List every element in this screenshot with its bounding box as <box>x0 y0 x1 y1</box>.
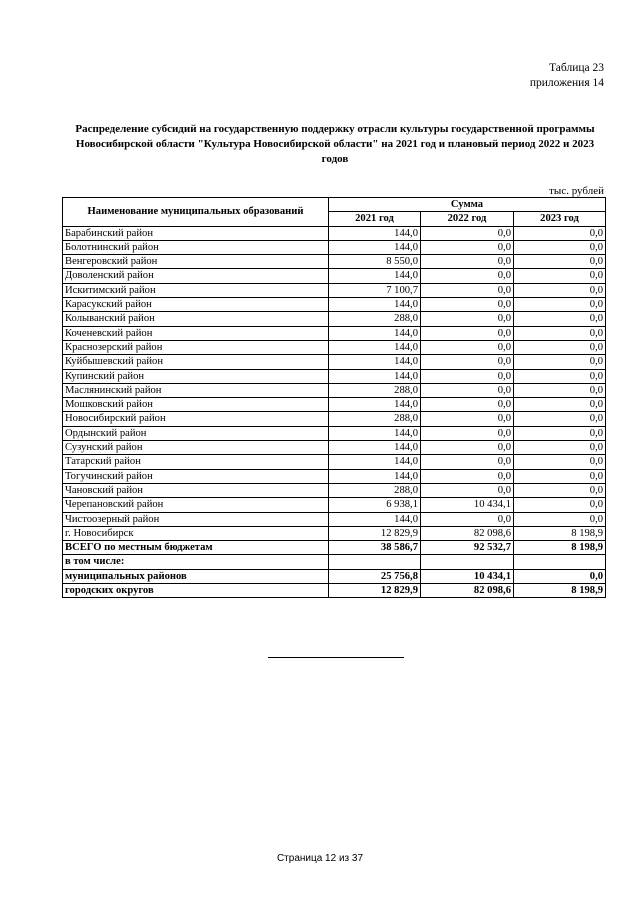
value-2021: 144,0 <box>329 326 421 340</box>
value-2021: 6 938,1 <box>329 498 421 512</box>
units-label: тыс. рублей <box>549 185 604 197</box>
row-name: ВСЕГО по местным бюджетам <box>63 541 329 555</box>
value-2022: 0,0 <box>421 340 514 354</box>
value-2022: 0,0 <box>421 483 514 497</box>
value-2021: 144,0 <box>329 455 421 469</box>
appendix-number: приложения 14 <box>529 77 604 89</box>
row-name: Колыванский район <box>63 312 329 326</box>
subsidy-table <box>62 197 606 598</box>
value-2023: 0,0 <box>514 226 606 240</box>
value-2022: 0,0 <box>421 355 514 369</box>
value-2021: 144,0 <box>329 298 421 312</box>
row-name: Ордынский район <box>63 426 329 440</box>
municipal-districts-row <box>63 569 606 583</box>
value-2023: 0,0 <box>514 569 606 583</box>
value-2021: 288,0 <box>329 483 421 497</box>
value-2023: 0,0 <box>514 340 606 354</box>
row-name: городских округов <box>63 584 329 598</box>
value-2022: 0,0 <box>421 441 514 455</box>
value-2023: 0,0 <box>514 483 606 497</box>
value-2021: 38 586,7 <box>329 541 421 555</box>
table-reference <box>530 61 604 91</box>
value-2022: 0,0 <box>421 326 514 340</box>
table-row <box>63 269 606 283</box>
table-row <box>63 398 606 412</box>
value-2023: 8 198,9 <box>514 526 606 540</box>
value-2022: 10 434,1 <box>421 498 514 512</box>
table-row <box>63 498 606 512</box>
row-name: Доволенский район <box>63 269 329 283</box>
value-2022: 0,0 <box>421 226 514 240</box>
table-row <box>63 255 606 269</box>
value-2021: 12 829,9 <box>329 584 421 598</box>
value-2021: 144,0 <box>329 398 421 412</box>
value-2022: 92 532,7 <box>421 541 514 555</box>
value-2022: 0,0 <box>421 298 514 312</box>
value-2023: 0,0 <box>514 455 606 469</box>
value-2021: 8 550,0 <box>329 255 421 269</box>
empty-cell <box>514 555 606 569</box>
value-2022: 0,0 <box>421 383 514 397</box>
value-2021: 144,0 <box>329 226 421 240</box>
row-name: Коченевский район <box>63 326 329 340</box>
column-header-2022: 2022 год <box>421 212 514 226</box>
value-2023: 0,0 <box>514 369 606 383</box>
value-2022: 0,0 <box>421 455 514 469</box>
table-row <box>63 283 606 297</box>
row-name: в том числе: <box>63 555 329 569</box>
column-header-sum: Сумма <box>329 198 606 212</box>
value-2023: 0,0 <box>514 398 606 412</box>
table-row <box>63 226 606 240</box>
row-name: Чистоозерный район <box>63 512 329 526</box>
urban-districts-row <box>63 584 606 598</box>
value-2023: 0,0 <box>514 312 606 326</box>
row-name: Мошковский район <box>63 398 329 412</box>
table-row <box>63 355 606 369</box>
column-header-name: Наименование муниципальных образований <box>63 198 329 227</box>
value-2022: 82 098,6 <box>421 526 514 540</box>
column-header-2021: 2021 год <box>329 212 421 226</box>
value-2023: 0,0 <box>514 469 606 483</box>
value-2021: 144,0 <box>329 340 421 354</box>
value-2023: 0,0 <box>514 426 606 440</box>
value-2022: 0,0 <box>421 398 514 412</box>
table-row <box>63 526 606 540</box>
empty-cell <box>421 555 514 569</box>
table-row <box>63 412 606 426</box>
table-row <box>63 469 606 483</box>
row-name: Новосибирский район <box>63 412 329 426</box>
row-name: Купинский район <box>63 369 329 383</box>
value-2021: 12 829,9 <box>329 526 421 540</box>
row-name: Искитимский район <box>63 283 329 297</box>
total-row <box>63 541 606 555</box>
row-name: Карасукский район <box>63 298 329 312</box>
table-row <box>63 369 606 383</box>
value-2023: 0,0 <box>514 326 606 340</box>
value-2021: 144,0 <box>329 355 421 369</box>
value-2022: 0,0 <box>421 269 514 283</box>
row-name: Барабинский район <box>63 226 329 240</box>
table-row <box>63 383 606 397</box>
value-2021: 144,0 <box>329 240 421 254</box>
value-2021: 144,0 <box>329 369 421 383</box>
row-name: Краснозерский район <box>63 340 329 354</box>
value-2021: 144,0 <box>329 269 421 283</box>
value-2023: 8 198,9 <box>514 541 606 555</box>
value-2022: 0,0 <box>421 412 514 426</box>
value-2023: 8 198,9 <box>514 584 606 598</box>
value-2022: 0,0 <box>421 240 514 254</box>
value-2021: 288,0 <box>329 412 421 426</box>
row-name: Болотнинский район <box>63 240 329 254</box>
column-header-2023: 2023 год <box>514 212 606 226</box>
value-2023: 0,0 <box>514 269 606 283</box>
row-name: Венгеровский район <box>63 255 329 269</box>
table-row <box>63 455 606 469</box>
table-body <box>63 226 606 598</box>
value-2021: 7 100,7 <box>329 283 421 297</box>
row-name: муниципальных районов <box>63 569 329 583</box>
table-row <box>63 483 606 497</box>
including-row <box>63 555 606 569</box>
table-row <box>63 441 606 455</box>
value-2022: 0,0 <box>421 283 514 297</box>
value-2023: 0,0 <box>514 355 606 369</box>
row-name: г. Новосибирск <box>63 526 329 540</box>
value-2021: 144,0 <box>329 469 421 483</box>
value-2023: 0,0 <box>514 441 606 455</box>
row-name: Татарский район <box>63 455 329 469</box>
value-2023: 0,0 <box>514 298 606 312</box>
table-row <box>63 340 606 354</box>
table-row <box>63 426 606 440</box>
empty-cell <box>329 555 421 569</box>
table-number: Таблица 23 <box>549 62 604 74</box>
value-2021: 25 756,8 <box>329 569 421 583</box>
value-2021: 144,0 <box>329 441 421 455</box>
value-2022: 0,0 <box>421 255 514 269</box>
table-row <box>63 312 606 326</box>
value-2022: 10 434,1 <box>421 569 514 583</box>
row-name: Тогучинский район <box>63 469 329 483</box>
row-name: Куйбышевский район <box>63 355 329 369</box>
value-2023: 0,0 <box>514 383 606 397</box>
separator-line <box>268 657 404 658</box>
value-2023: 0,0 <box>514 255 606 269</box>
value-2021: 144,0 <box>329 512 421 526</box>
value-2023: 0,0 <box>514 498 606 512</box>
value-2023: 0,0 <box>514 283 606 297</box>
row-name: Чановский район <box>63 483 329 497</box>
table-row <box>63 240 606 254</box>
table-row <box>63 326 606 340</box>
value-2021: 288,0 <box>329 383 421 397</box>
row-name: Сузунский район <box>63 441 329 455</box>
page-number: Страница 12 из 37 <box>276 853 364 864</box>
value-2023: 0,0 <box>514 240 606 254</box>
value-2023: 0,0 <box>514 412 606 426</box>
table-row <box>63 512 606 526</box>
value-2021: 144,0 <box>329 426 421 440</box>
value-2023: 0,0 <box>514 512 606 526</box>
value-2021: 288,0 <box>329 312 421 326</box>
document-title: Распределение субсидий на государственную поддержку отрасли культуры государственной программы Новосибирской области "Культура Новосибирской области" на 2021 год и плановый период 2022 и 2023 годов <box>75 123 595 165</box>
value-2022: 82 098,6 <box>421 584 514 598</box>
value-2022: 0,0 <box>421 312 514 326</box>
row-name: Черепановский район <box>63 498 329 512</box>
row-name: Маслянинский район <box>63 383 329 397</box>
value-2022: 0,0 <box>421 512 514 526</box>
value-2022: 0,0 <box>421 369 514 383</box>
table-row <box>63 298 606 312</box>
value-2022: 0,0 <box>421 426 514 440</box>
value-2022: 0,0 <box>421 469 514 483</box>
